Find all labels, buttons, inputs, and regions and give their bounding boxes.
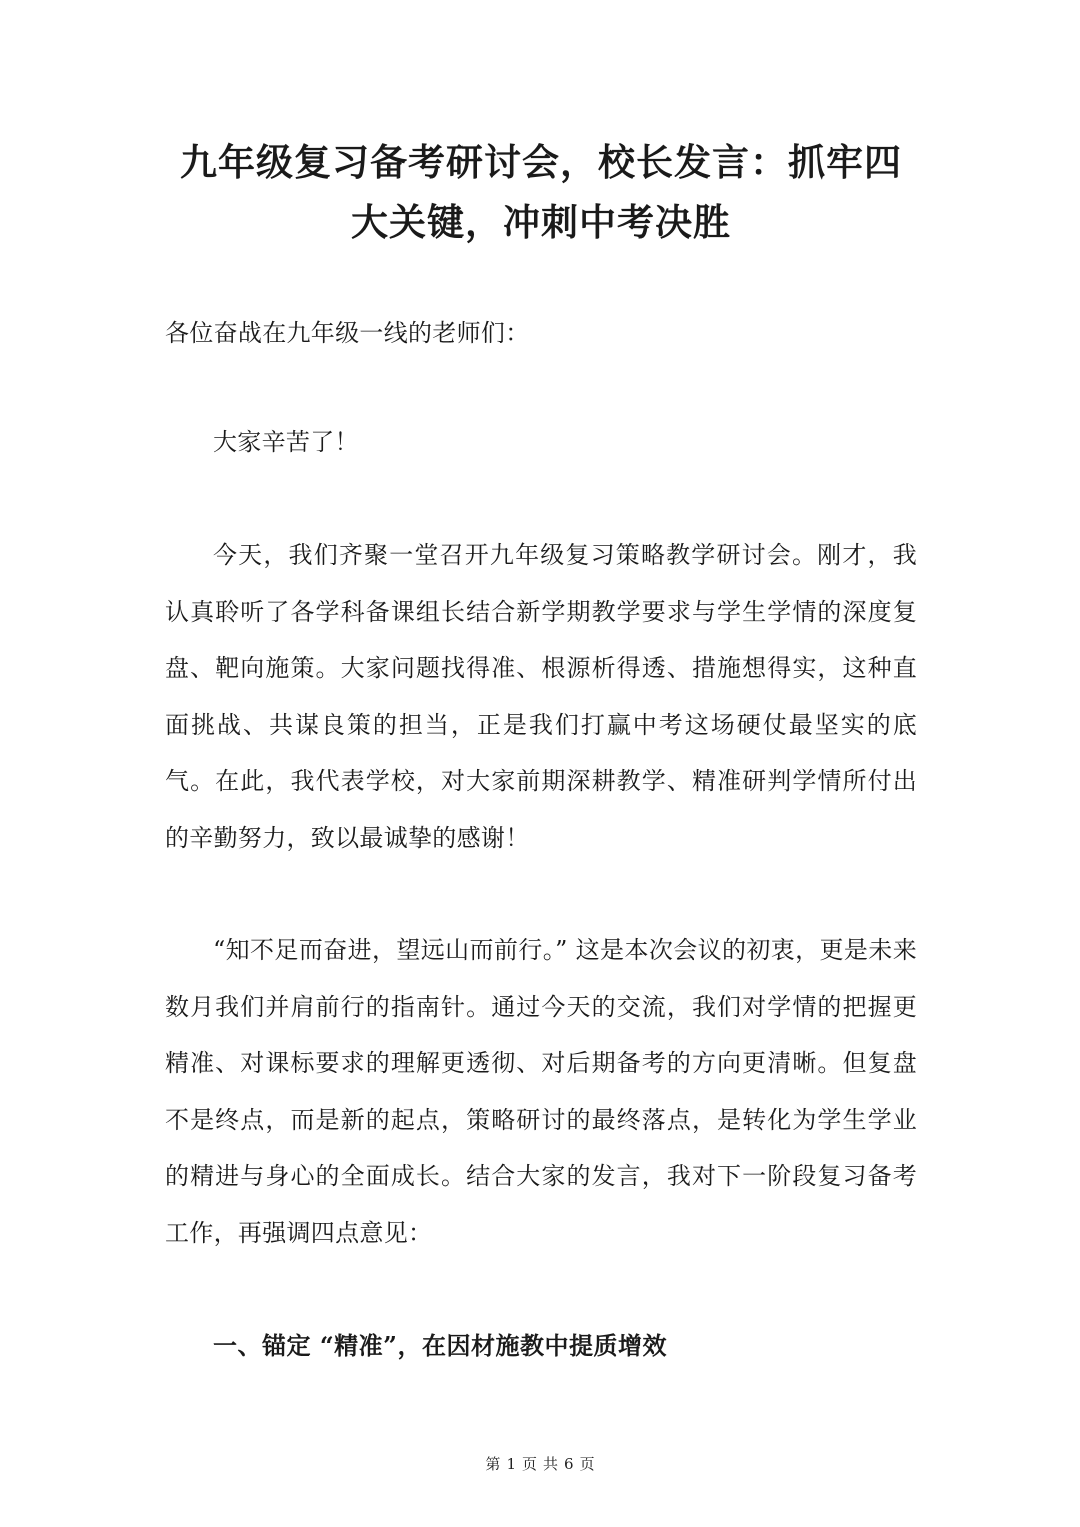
footer-total-word: 共 <box>543 1455 559 1473</box>
section-heading-1: 一、锚定 “精准”，在因材施教中提质增效 <box>213 1331 667 1360</box>
page-footer <box>0 1452 1080 1476</box>
footer-suffix: 页 <box>579 1455 595 1473</box>
paragraph-1: 今天，我们齐聚一堂召开九年级复习策略教学研讨会。刚才，我认真聆听了各学科备课组长结合新学期教学要求与学生学情的深度复盘、靶向施策。大家问题找得准、根源析得透、措施想得实，这种直面挑战、共谋良策的担当，正是我们打赢中考这场硬仗最坚实的底气。在此，我代表学校，对大家前期深耕教学、精准研判学情所付出的辛勤努力，致以最诚挚的感谢！ <box>165 541 917 852</box>
footer-current-page: 1 <box>506 1455 516 1473</box>
footer-page-word: 页 <box>521 1455 537 1473</box>
paragraph-2: “知不足而奋进，望远山而前行。” 这是本次会议的初衷，更是未来数月我们并肩前行的指南针。通过今天的交流，我们对学情的把握更精准、对课标要求的理解更透彻、对后期备考的方向更清晰。但复盘不是终点，而是新的起点，策略研讨的最终落点，是转化为学生学业的精进与身心的全面成长。结合大家的发言，我对下一阶段复习备考工作，再强调四点意见： <box>165 936 917 1247</box>
salutation: 各位奋战在九年级一线的老师们： <box>165 319 530 347</box>
footer-total-pages: 6 <box>564 1455 574 1473</box>
footer-prefix: 第 <box>485 1455 501 1473</box>
document-title: 九年级复习备考研讨会，校长发言：抓牢四大关键，冲刺中考决胜 <box>180 140 902 244</box>
greeting: 大家辛苦了！ <box>213 428 359 456</box>
